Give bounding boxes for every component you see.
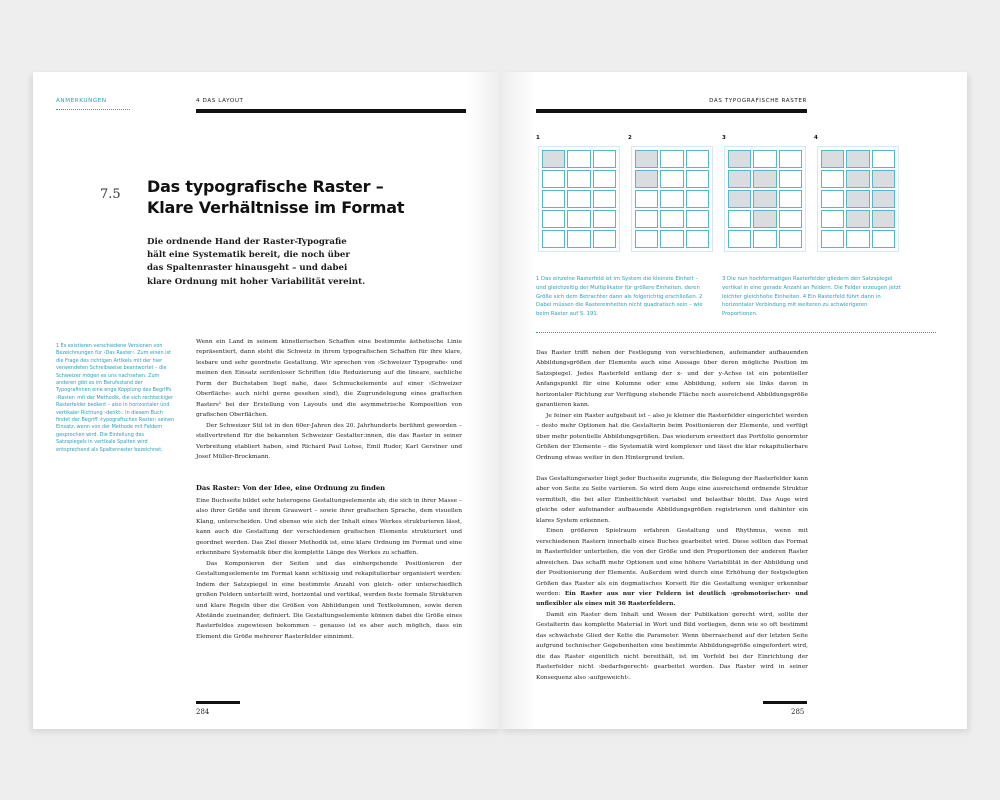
raster-cell bbox=[821, 210, 844, 228]
body-column bbox=[196, 496, 462, 642]
folio-rule bbox=[763, 701, 807, 704]
intro-line: hält eine Systematik bereit, die noch über bbox=[147, 250, 350, 261]
footnote: 1 Es existieren verschiedene Versionen von Bezeichnungen für ›Das Raster‹. Zum einen ist die Frage des richtigen Artikels mit der hier verwendeten Schreibweise beantwortet – die Schweizer mögen es uns nachsehen. Zum anderen gibt es im Berufsstand der Typografinnen eine enge Kopplung des Begriffs ›Raster‹ mit der Methodik, die sich rechteckiger Rasterfelder bedient – also in horizontaler und vertikaler Richtung ›denkt‹. In diesem Buch findet der Begriff ›typografisches Raster‹ seinen Einsatz, wenn von der Methode mit Feldern gesprochen wird. Die Einteilung des Satzspiegels in vertikale Spalten wird entsprechend als Spaltenraster bezeichnet. bbox=[56, 343, 175, 453]
raster-cell bbox=[567, 170, 590, 188]
raster-cell bbox=[686, 190, 709, 208]
raster-cell bbox=[846, 230, 869, 248]
caption-divider bbox=[536, 332, 936, 333]
raster-cell bbox=[686, 170, 709, 188]
raster-cell-filled bbox=[753, 210, 776, 228]
raster-cell-filled bbox=[753, 170, 776, 188]
intro-text bbox=[147, 236, 397, 289]
paragraph: Damit ein Raster dem Inhalt und Wesen der Publikation gerecht wird, sollte der Gestalterin das komplette Material in Wort und Bild vorliegen, denn wie so oft bestimmt das schwächste Glied der Kette die Parameter. Wenn überraschend auf der letzten Seite aufgrund technischer Gegebenheiten eine bestimmte Abbildungsgröße eingefordert wird, die das Raster eigentlich nicht bereithält, ist im Vorfeld bei der Einrichtung der Rasterfelder nicht ›bedarfsgerecht‹ gearbeitet worden. Das Raster wird in seiner Konsequenz also ›aufgeweicht‹. bbox=[536, 611, 808, 681]
raster-cell-filled bbox=[846, 210, 869, 228]
intro-line: klare Ordnung mit hoher Variabilität vereint. bbox=[147, 276, 366, 287]
raster-cell-filled bbox=[846, 190, 869, 208]
raster-cell bbox=[821, 170, 844, 188]
raster-cell bbox=[660, 170, 683, 188]
body-column bbox=[536, 474, 808, 683]
gutter-shadow bbox=[501, 72, 535, 729]
figure-caption: 1 Das einzelne Rasterfeld ist im System die kleinste Einheit – und gleichzeitig der Multiplikator für größere Einheiten, deren Größe sich dem Betrachter dann als folgerichtig erschließen. 2 Dabei müssen die Rastereinheiten nicht quadratisch sein – wie beim Raster auf S. 191. bbox=[536, 276, 703, 318]
raster-cell bbox=[542, 190, 565, 208]
margin-divider bbox=[56, 109, 130, 110]
raster-grid-4 bbox=[817, 146, 899, 252]
paragraph bbox=[536, 526, 808, 610]
paragraph: Wenn ein Land in seinem künstlerischen Schaffen eine bestimmte ästhetische Linie repräsentiert, dann steht die Schweiz in ihrem typografischen Schaffen für ihre klare, lesbare und sehr geordnete Gestaltung. Wir sprechen von ›Schweizer Typografie‹ und meinen den Einsatz serifenloser Schriften (die Reduzierung auf die lineare, sachliche Form der Buchstaben liegt nahe, dass Schmuckelemente auf einer ›Schweizer Oberfläche‹ auch nicht gerne gesehen sind), die Zugrundelegung eines grafischen Rasters¹ bei der Erstellung von Layouts und die asymmetrische Komposition von grafischen Oberflächen. bbox=[196, 339, 462, 419]
running-head: 4 DAS LAYOUT bbox=[196, 98, 244, 104]
grid-label: 4 bbox=[814, 135, 818, 141]
head-rule bbox=[536, 109, 807, 113]
page-number: 285 bbox=[791, 708, 805, 716]
grid-label: 2 bbox=[628, 135, 632, 141]
raster-cell-filled bbox=[872, 190, 895, 208]
paragraph: Das Komponieren der Seiten und das einhergehende Positionieren der Gestaltungselemente im Format kann schlüssig und rekapitulierbar organisiert werden: Indem der Satzspiegel in eine bestimmte Anzahl von gleich- oder unterschiedlich großen Feldern unterteilt wird, horizontal und vertikal, werden feste formale Strukturen und klare Regeln über die Größen von Abbildungen und Textkolumnen, sowie deren Abstände zueinander, definiert. Die Gestaltungselemente können dabei die Größe eines Rasterfeldes zugewiesen bekommen – genauso ist es aber auch möglich, dass ein Element die Größe mehrerer Rasterfelder einnimmt. bbox=[196, 560, 462, 640]
raster-cell bbox=[779, 170, 802, 188]
emphasis-text: Ein Raster aus nur vier Feldern ist deutlich ›grobmotorischer‹ und unflexibler als eines mit 36 Rasterfeldern. bbox=[536, 589, 808, 608]
raster-cell bbox=[593, 210, 616, 228]
raster-cell-filled bbox=[728, 170, 751, 188]
raster-grid-3 bbox=[724, 146, 806, 252]
raster-cell bbox=[686, 150, 709, 168]
head-rule bbox=[196, 109, 466, 113]
raster-cell bbox=[542, 230, 565, 248]
raster-grid-1 bbox=[538, 146, 620, 252]
paragraph: Der Schweizer Stil ist in den 60er-Jahren des 20. Jahrhunderts berühmt geworden – stellvertretend für die bekannten Schweizer Gestalter:innen, die das Raster in seiner Verbreitung etabliert haben, sind Richard Paul Lohse, Emil Ruder, Karl Gerstner und Josef Müller-Brockmann. bbox=[196, 422, 462, 460]
raster-cell-filled bbox=[753, 190, 776, 208]
figure-caption: 3 Die nun hochformatigen Rasterfelder gliedern den Satzspiegel vertikal in eine gerade Anzahl an Feldern. Die Felder erzeugen jetzt leichter gleichhohe Einheiten. 4 Ein Rasterfeld führt dann in horizontaler Verbindung mit weiteren zu schwierigeren Proportionen. bbox=[722, 276, 901, 318]
raster-cell bbox=[593, 190, 616, 208]
page-number: 284 bbox=[196, 708, 210, 716]
raster-cell bbox=[567, 230, 590, 248]
raster-cell-filled bbox=[635, 170, 658, 188]
raster-cell bbox=[753, 230, 776, 248]
paragraph: Eine Buchseite bildet sehr heterogene Gestaltungselemente ab, die sich in ihrer Masse – also ihrer Größe und ihrem Grauwert – sowie ihrer grafischen Sprache, dem visuellen Klang, unterscheiden. Und ebenso wie sich der Inhalt eines Werkes strukturieren lässt, kann auch die Gestaltung der verschiedenen grafischen Elemente strukturiert und geordnet werden. Das Ziel dieser Methodik ist, eine klare Ordnung im Format und eine erkennbare Systematik über die komplette Länge des Werkes zu schaffen. bbox=[196, 498, 462, 557]
right-page bbox=[501, 72, 967, 729]
raster-cell bbox=[779, 190, 802, 208]
raster-cell bbox=[779, 210, 802, 228]
raster-cell bbox=[779, 150, 802, 168]
paragraph: Je feiner ein Raster aufgebaut ist – also je kleiner die Rasterfelder eingerichtet werden – desto mehr Optionen hat die Gestalterin beim Positionieren der Elemente, und verfügt über mehr potentielle Abbildungsgrößen. Das wiederum erweitert das Portfolio genormter Größen der Elemente – die Systematik wird komplexer und lässt die klar rekapitulierbare Ordnung etwas weiter in den Hintergrund treten. bbox=[536, 412, 808, 461]
raster-cell bbox=[660, 150, 683, 168]
intro-line: das Spaltenraster hinausgeht – und dabei bbox=[147, 263, 348, 274]
raster-cell bbox=[567, 190, 590, 208]
raster-cell bbox=[686, 230, 709, 248]
raster-cell bbox=[593, 150, 616, 168]
raster-cell bbox=[821, 190, 844, 208]
subheading: Das Raster: Von der Idee, eine Ordnung zu finden bbox=[196, 484, 386, 492]
grid-label: 1 bbox=[536, 135, 540, 141]
raster-cell bbox=[872, 230, 895, 248]
raster-cell bbox=[660, 190, 683, 208]
raster-cell bbox=[542, 170, 565, 188]
raster-grid-2 bbox=[631, 146, 713, 252]
raster-cell bbox=[660, 210, 683, 228]
section-number: 7.5 bbox=[100, 187, 121, 202]
raster-cell-filled bbox=[635, 150, 658, 168]
raster-cell bbox=[593, 230, 616, 248]
raster-cell bbox=[753, 150, 776, 168]
raster-cell-filled bbox=[728, 190, 751, 208]
raster-cell bbox=[872, 150, 895, 168]
running-head: DAS TYPOGRAFISCHE RASTER bbox=[709, 98, 807, 104]
raster-cell bbox=[635, 230, 658, 248]
raster-cell bbox=[635, 190, 658, 208]
raster-cell-filled bbox=[846, 150, 869, 168]
raster-cell bbox=[542, 210, 565, 228]
raster-cell-filled bbox=[846, 170, 869, 188]
title-line: Klare Verhältnisse im Format bbox=[147, 198, 405, 217]
raster-cell bbox=[821, 230, 844, 248]
body-column bbox=[536, 348, 808, 463]
paragraph-text: Einen größeren Spielraum erfahren Gestaltung und Rhythmus, wenn mit verschiedenen Rastern innerhalb eines Buches gearbeitet wird. Diese sollten das Format in Rasterfelder unterteilen, die von der Größe und den Proportionen der anderen Raster abweichen. Das schafft mehr Optionen und eine höhere Variabilität in der Abbildung und der Positionierung der Elemente. Außerdem wird durch eine Erhöhung der festgelegten Größen das Raster als ein dogmatisches Korsett für die Gestaltung weniger erkennbar werden: bbox=[536, 528, 808, 597]
raster-cell bbox=[593, 170, 616, 188]
raster-cell-filled bbox=[542, 150, 565, 168]
title-line: Das typografische Raster – bbox=[147, 177, 384, 196]
raster-cell-filled bbox=[872, 210, 895, 228]
raster-cell bbox=[567, 210, 590, 228]
gutter-shadow bbox=[467, 72, 501, 729]
paragraph: Das Gestaltungsraster liegt jeder Buchseite zugrunde, die Belegung der Rasterfelder kann aber von Seite zu Seite variieren. So wird dem Auge eine ausreichend ordnende Struktur vermittelt, die bei aller Einheitlichkeit variabel und belastbar bleibt. Das Auge wird gleiche oder aufeinander aufbauende Abbildungsgrößen registrieren und dahinter ein klares System erkennen. bbox=[536, 476, 808, 524]
raster-cell-filled bbox=[872, 170, 895, 188]
grid-label: 3 bbox=[722, 135, 726, 141]
raster-cell-filled bbox=[728, 150, 751, 168]
raster-cell bbox=[728, 230, 751, 248]
raster-cell bbox=[728, 210, 751, 228]
raster-cell bbox=[635, 210, 658, 228]
raster-cell bbox=[660, 230, 683, 248]
raster-cell bbox=[567, 150, 590, 168]
intro-line: Die ordnende Hand der Raster-Typografie bbox=[147, 237, 347, 247]
raster-cell-filled bbox=[821, 150, 844, 168]
left-page bbox=[33, 72, 501, 729]
raster-cell bbox=[686, 210, 709, 228]
raster-cell bbox=[779, 230, 802, 248]
paragraph: Das Raster trifft neben der Festlegung von verschiedenen, aufeinander aufbauenden Abbildungsgrößen der Elemente auch eine Aussage über deren mögliche Position im Satzspiegel. Jedes Rasterfeld entlang der x- und der y-Achse ist ein potentieller Anfangspunkt für eine Kolumne oder eine Abbildung, sofern sie links davon in horizontaler Richtung zur Verfügung stehende Fläche noch ausreichend Abbildungsgröße garantieren kann. bbox=[536, 350, 808, 409]
section-title bbox=[147, 176, 447, 218]
body-column bbox=[196, 337, 462, 462]
folio-rule bbox=[196, 701, 240, 704]
margin-label: ANMERKUNGEN bbox=[56, 98, 107, 104]
